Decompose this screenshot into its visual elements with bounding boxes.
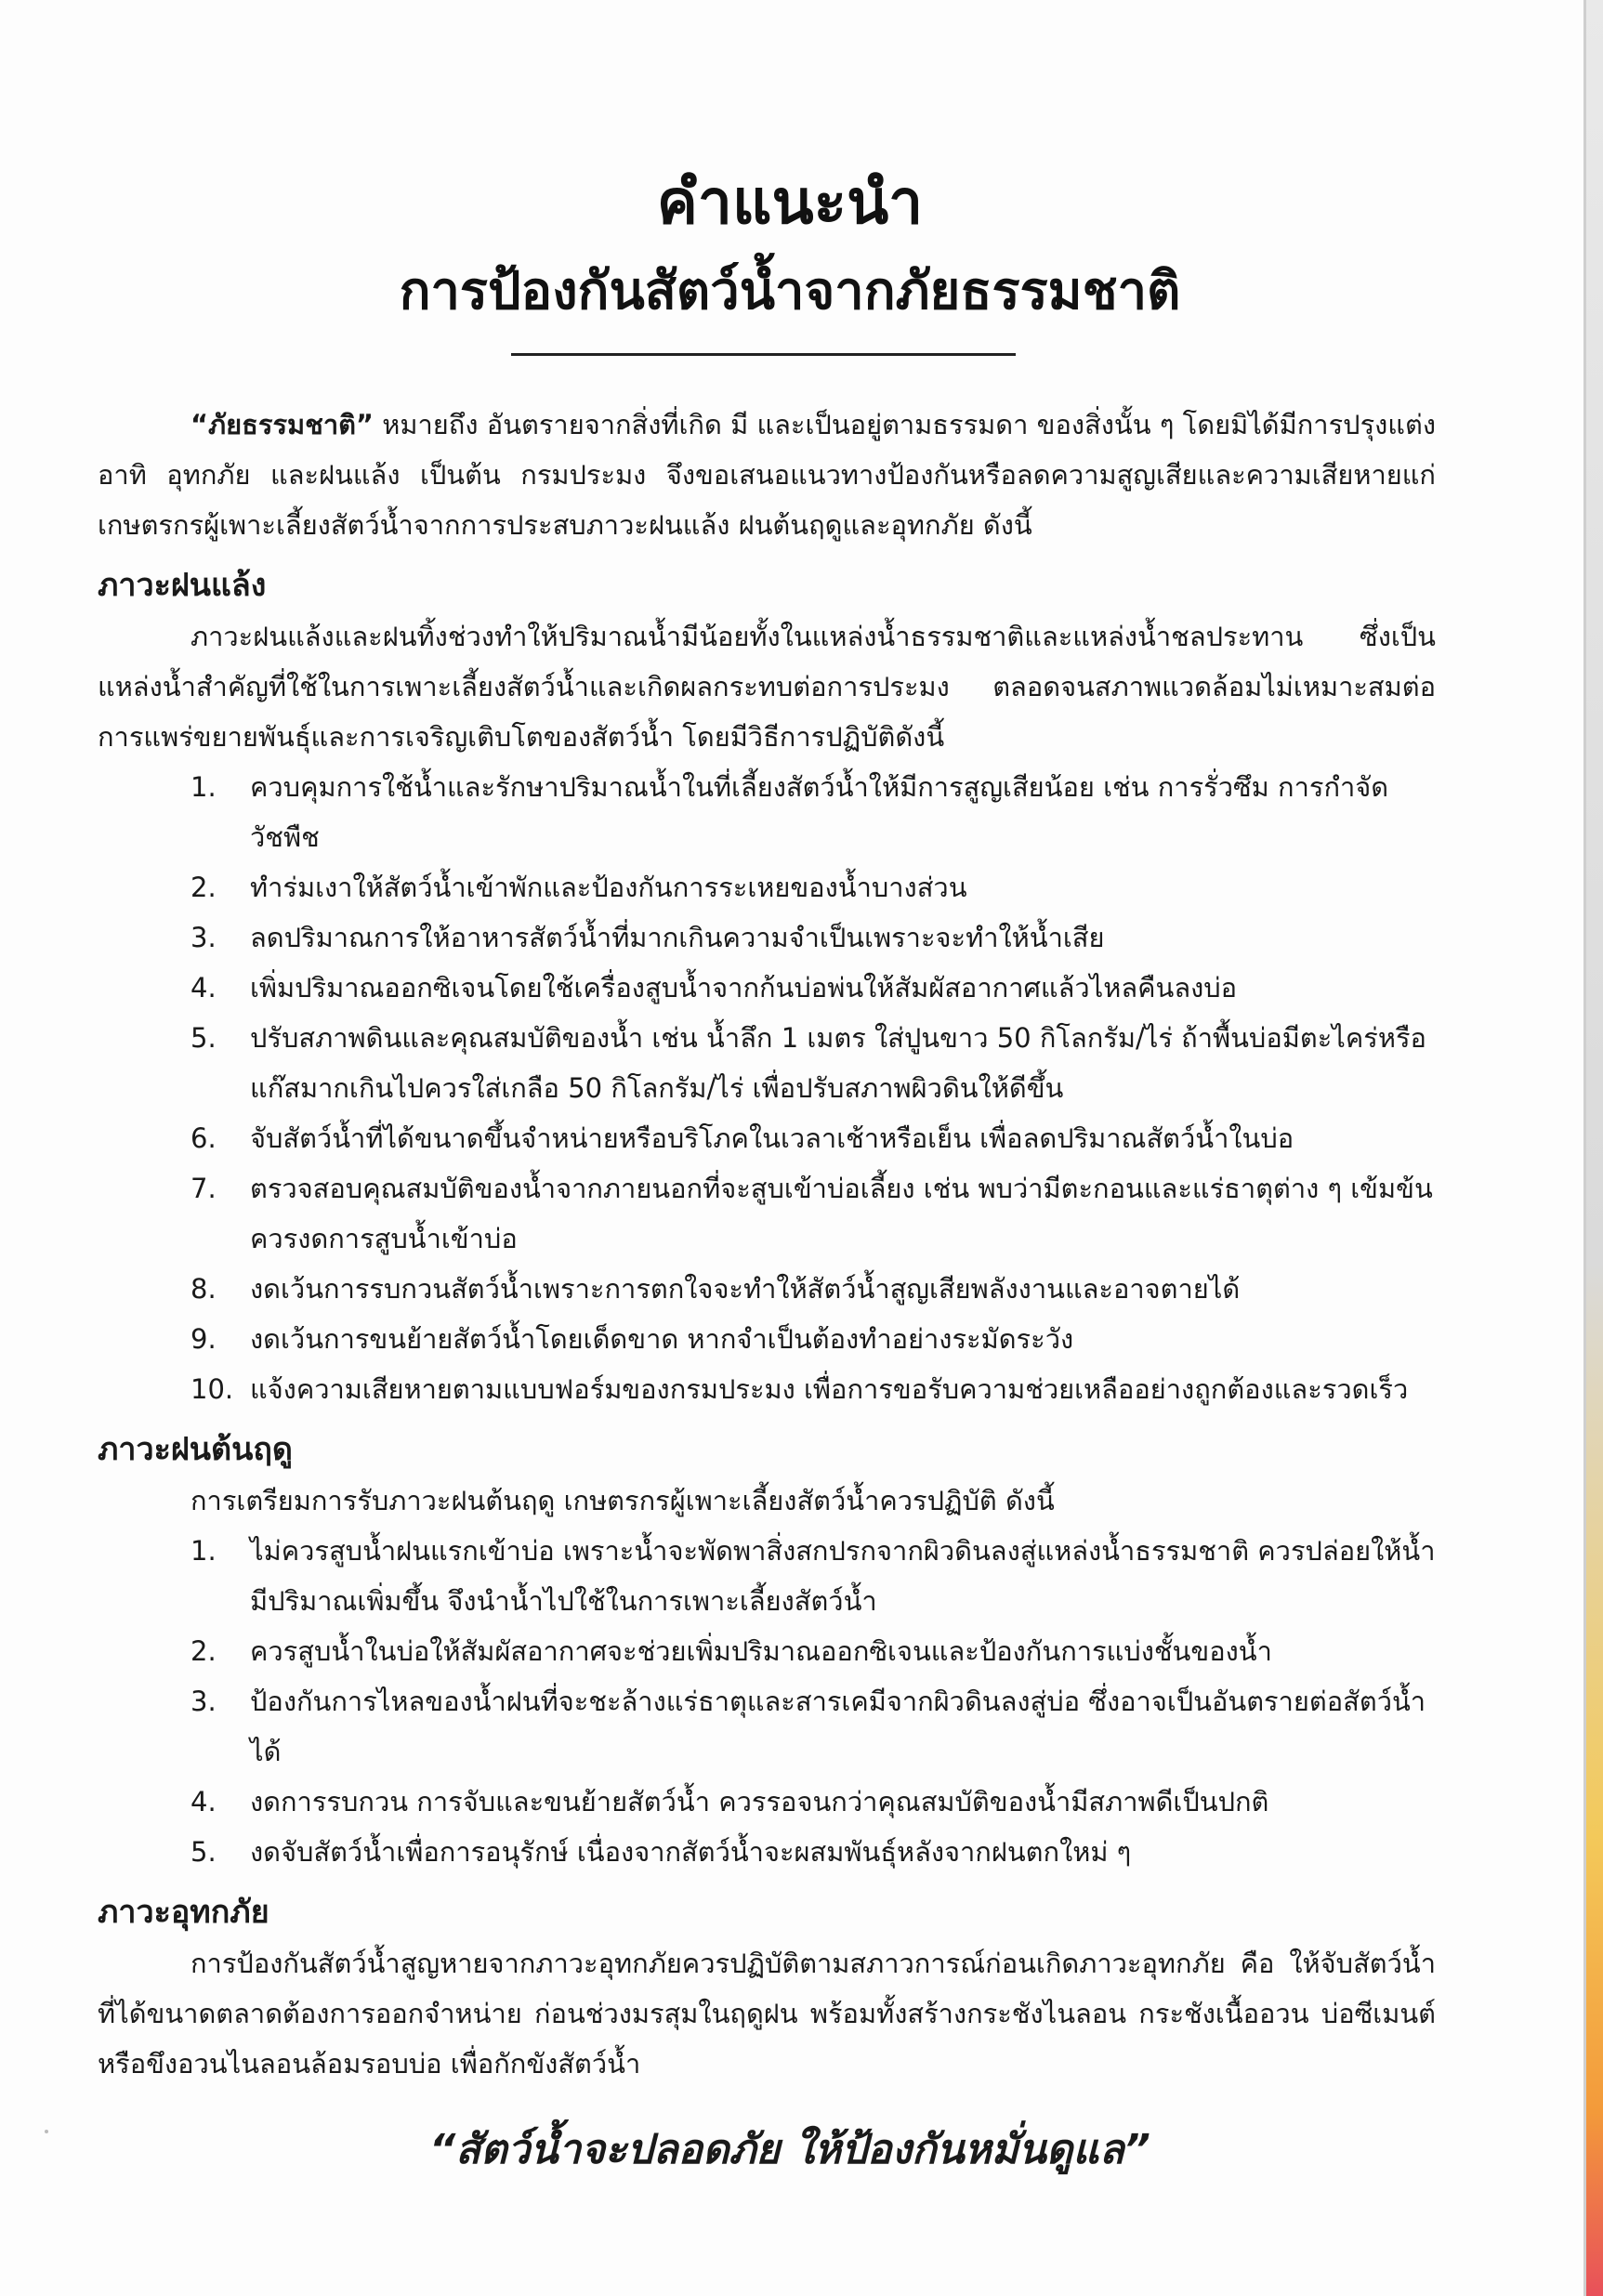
list-item-text: ทำร่มเงาให้สัตว์น้ำเข้าพักและป้องกันการระเหยของน้ำบางส่วน bbox=[250, 872, 967, 903]
section-early-rain bbox=[98, 1424, 1436, 1877]
section-heading-drought: ภาวะฝนแล้ง bbox=[98, 567, 267, 604]
list-item-text: ควรสูบน้ำในบ่อให้สัมผัสอากาศจะช่วยเพิ่มปริมาณออกซิเจนและป้องกันการแบ่งชั้นของน้ำ bbox=[250, 1635, 1272, 1667]
list-item-number: 3. bbox=[191, 1686, 217, 1717]
list-item bbox=[191, 1264, 1436, 1314]
list-item-number: 7. bbox=[191, 1173, 217, 1204]
section-heading-early-rain: ภาวะฝนต้นฤดู bbox=[98, 1431, 294, 1468]
list-item-text: ไม่ควรสูบน้ำฝนแรกเข้าบ่อ เพราะน้ำจะพัดพาสิ่งสกปรกจากผิวดินลงสู่แหล่งน้ำธรรมชาติ ควรปล่อยให้น้ำมีปริมาณเพิ่มขึ้น จึงนำน้ำไปใช้ในการเพาะเลี้ยงสัตว์น้ำ bbox=[250, 1535, 1436, 1617]
list-item-number: 4. bbox=[191, 972, 217, 1004]
drought-list bbox=[98, 762, 1436, 1414]
list-item bbox=[191, 862, 1436, 912]
list-item-number: 1. bbox=[191, 771, 217, 803]
list-item-number: 3. bbox=[191, 922, 217, 953]
list-item-number: 2. bbox=[191, 1635, 217, 1667]
section-flood bbox=[98, 1886, 1436, 2089]
list-item bbox=[191, 963, 1436, 1013]
list-item bbox=[191, 1013, 1436, 1113]
list-item-text: ป้องกันการไหลของน้ำฝนที่จะชะล้างแร่ธาตุและสารเคมีจากผิวดินลงสู่บ่อ ซึ่งอาจเป็นอันตรายต่อสัตว์น้ำได้ bbox=[250, 1686, 1426, 1767]
section-intro-drought: ภาวะฝนแล้งและฝนทิ้งช่วงทำให้ปริมาณน้ำมีน้อยทั้งในแหล่งน้ำธรรมชาติและแหล่งน้ำชลประทาน ซึ่งเป็นแหล่งน้ำสำคัญที่ใช้ในการเพาะเลี้ยงสัตว์น้ำและเกิดผลกระทบต่อการประมง ตลอดจนสภาพแวดล้อมไม่เหมาะสมต่อการแพร่ขยายพันธุ์และการเจริญเติบโตของสัตว์น้ำ โดยมีวิธีการปฏิบัติดังนี้ bbox=[98, 621, 1436, 753]
list-item-number: 10. bbox=[191, 1373, 234, 1405]
list-item-text: ลดปริมาณการให้อาหารสัตว์น้ำที่มากเกินความจำเป็นเพราะจะทำให้น้ำเสีย bbox=[250, 922, 1105, 953]
document-subtitle: การป้องกันสัตว์น้ำจากภัยธรรมชาติ bbox=[399, 261, 1181, 321]
slogan: “สัตว์น้ำจะปลอดภัย ให้ป้องกันหมั่นดูแล” bbox=[428, 2126, 1151, 2173]
intro-text: หมายถึง อันตรายจากสิ่งที่เกิด มี และเป็นอยู่ตามธรรมดา ของสิ่งนั้น ๆ โดยมิได้มีการปรุงแต่ง อาทิ อุทกภัย และฝนแล้ง เป็นต้น กรมประมง จึงขอเสนอแนวทางป้องกันหรือลดความสูญเสียและความเสียหายแก่เกษตรกรผู้เพาะเลี้ยงสัตว์น้ำจากการประสบภาวะฝนแล้ง ฝนต้นฤดูและอุทกภัย ดังนี้ bbox=[98, 409, 1436, 541]
list-item-number: 9. bbox=[191, 1323, 217, 1355]
list-item-text: ตรวจสอบคุณสมบัติของน้ำจากภายนอกที่จะสูบเข้าบ่อเลี้ยง เช่น พบว่ามีตะกอนและแร่ธาตุต่าง ๆ เข้มข้น ควรงดการสูบน้ำเข้าบ่อ bbox=[250, 1173, 1433, 1254]
document-title: คำแนะนำ bbox=[656, 166, 924, 238]
section-intro-early-rain: การเตรียมการรับภาวะฝนต้นฤดู เกษตรกรผู้เพาะเลี้ยงสัตว์น้ำควรปฏิบัติ ดังนี้ bbox=[191, 1485, 1055, 1516]
intro-paragraph bbox=[98, 400, 1436, 550]
list-item-number: 6. bbox=[191, 1122, 217, 1154]
section-heading-flood: ภาวะอุทกภัย bbox=[98, 1894, 269, 1931]
list-item-text: งดเว้นการรบกวนสัตว์น้ำเพราะการตกใจจะทำให้สัตว์น้ำสูญเสียพลังงานและอาจตายได้ bbox=[250, 1273, 1241, 1305]
list-item-text: งดเว้นการขนย้ายสัตว์น้ำโดยเด็ดขาด หากจำเป็นต้องทำอย่างระมัดระวัง bbox=[250, 1323, 1074, 1355]
list-item bbox=[191, 1364, 1436, 1414]
list-item-number: 5. bbox=[191, 1022, 217, 1054]
list-item bbox=[191, 1777, 1436, 1827]
list-item bbox=[191, 912, 1436, 963]
list-item bbox=[191, 1163, 1436, 1264]
early-rain-list bbox=[98, 1526, 1436, 1877]
title-divider bbox=[511, 353, 1016, 356]
section-drought bbox=[98, 559, 1436, 1414]
intro-term: “ภัยธรรมชาติ” bbox=[191, 409, 374, 440]
list-item bbox=[191, 1827, 1436, 1877]
list-item bbox=[191, 762, 1436, 862]
list-item bbox=[191, 1314, 1436, 1364]
list-item-number: 2. bbox=[191, 872, 217, 903]
list-item bbox=[191, 1626, 1436, 1676]
list-item-number: 8. bbox=[191, 1273, 217, 1305]
list-item-text: ควบคุมการใช้น้ำและรักษาปริมาณน้ำในที่เลี้ยงสัตว์น้ำให้มีการสูญเสียน้อย เช่น การรั่วซึม การกำจัดวัชพืช bbox=[250, 771, 1389, 853]
list-item-text: งดจับสัตว์น้ำเพื่อการอนุรักษ์ เนื่องจากสัตว์น้ำจะผสมพันธุ์หลังจากฝนตกใหม่ ๆ bbox=[250, 1836, 1132, 1868]
list-item-text: แจ้งความเสียหายตามแบบฟอร์มของกรมประมง เพื่อการขอรับความช่วยเหลืออย่างถูกต้องและรวดเร็ว bbox=[250, 1373, 1409, 1405]
section-intro-flood: การป้องกันสัตว์น้ำสูญหายจากภาวะอุทกภัยควรปฏิบัติตามสภาวการณ์ก่อนเกิดภาวะอุทกภัย คือ ให้จับสัตว์น้ำที่ได้ขนาดตลาดต้องการออกจำหน่าย ก่อนช่วงมรสุมในฤดูฝน พร้อมทั้งสร้างกระชังไนลอน กระชังเนื้ออวน บ่อซีเมนต์ หรือขึงอวนไนลอนล้อมรอบบ่อ เพื่อกักขังสัตว์น้ำ bbox=[98, 1948, 1436, 2080]
list-item bbox=[191, 1113, 1436, 1163]
document-body bbox=[98, 400, 1436, 2089]
list-item-text: เพิ่มปริมาณออกซิเจนโดยใช้เครื่องสูบน้ำจากก้นบ่อพ่นให้สัมผัสอากาศแล้วไหลคืนลงบ่อ bbox=[250, 972, 1238, 1004]
list-item-number: 5. bbox=[191, 1836, 217, 1868]
list-item-text: จับสัตว์น้ำที่ได้ขนาดขึ้นจำหน่ายหรือบริโภคในเวลาเช้าหรือเย็น เพื่อลดปริมาณสัตว์น้ำในบ่อ bbox=[250, 1122, 1294, 1154]
list-item-number: 1. bbox=[191, 1535, 217, 1567]
list-item-text: ปรับสภาพดินและคุณสมบัติของน้ำ เช่น น้ำลึก 1 เมตร ใส่ปูนขาว 50 กิโลกรัม/ไร่ ถ้าพื้นบ่อมีตะไคร่หรือแก๊สมากเกินไปควรใส่เกลือ 50 กิโลกรัม/ไร่ เพื่อปรับสภาพผิวดินให้ดีขึ้น bbox=[250, 1022, 1426, 1104]
list-item-text: งดการรบกวน การจับและขนย้ายสัตว์น้ำ ควรรอจนกว่าคุณสมบัติของน้ำมีสภาพดีเป็นปกติ bbox=[250, 1786, 1269, 1817]
list-item bbox=[191, 1676, 1436, 1777]
list-item-number: 4. bbox=[191, 1786, 217, 1817]
page-edge-color-strip bbox=[1586, 0, 1603, 2296]
list-item bbox=[191, 1526, 1436, 1626]
